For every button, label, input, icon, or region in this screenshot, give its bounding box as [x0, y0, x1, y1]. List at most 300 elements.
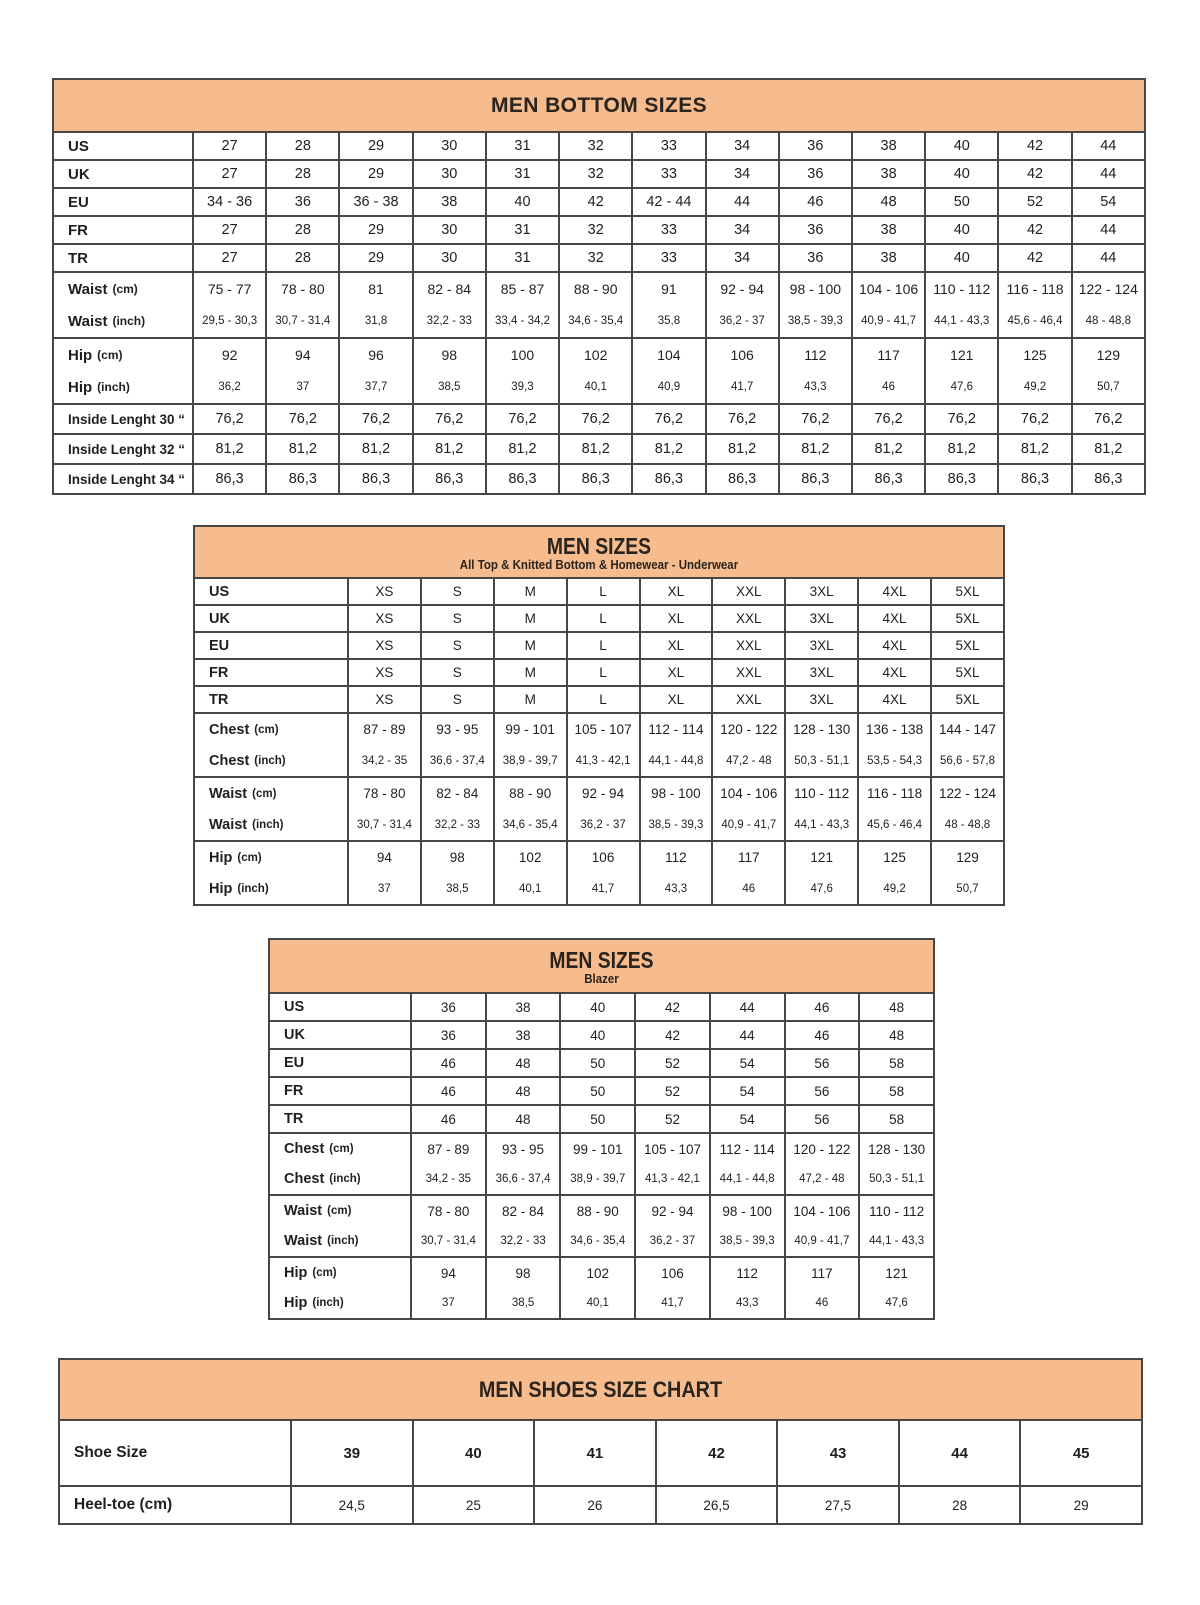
value-bottom: 47,6 — [885, 1297, 908, 1309]
value-top: 112 — [665, 850, 687, 865]
row-label-cell — [269, 1257, 411, 1319]
value-cell: 81,2 — [559, 434, 632, 464]
value-cell — [706, 338, 779, 404]
value-cell — [858, 841, 931, 905]
row-label-text: Waist — [284, 1203, 323, 1219]
value-cell: 40 — [925, 132, 998, 160]
row-label-cell: Inside Lenght 34 “ — [53, 464, 193, 494]
value-cell: L — [567, 578, 640, 605]
value-cell — [632, 338, 705, 404]
value-cell: 31 — [486, 160, 559, 188]
value-cell — [486, 338, 559, 404]
row-label — [195, 714, 347, 745]
value-cell: 38 — [413, 188, 486, 216]
value-bottom: 38,5 — [511, 1297, 535, 1309]
value-cell: 86,3 — [852, 464, 925, 494]
value-cell: 28 — [266, 244, 339, 272]
row-label-unit: (inch) — [327, 1235, 359, 1247]
value-top: 121 — [810, 850, 833, 865]
value-top: 98 — [449, 850, 465, 865]
value-bottom: 46 — [882, 381, 895, 393]
row-label-cell: Shoe Size — [59, 1420, 291, 1486]
table-row — [53, 338, 1145, 404]
value-cell: 58 — [859, 1049, 934, 1077]
value-cell: M — [494, 686, 567, 713]
row-label-text: Chest — [284, 1171, 325, 1187]
value-bottom: 34,6 - 35,4 — [502, 818, 558, 831]
table-row — [269, 1021, 934, 1049]
table-header — [269, 939, 934, 993]
value-cell: 36 — [779, 160, 852, 188]
value-bottom: 32,2 - 33 — [500, 1235, 546, 1247]
value-bottom: 38,5 - 39,3 — [648, 818, 704, 831]
value-cell: 30 — [413, 244, 486, 272]
value-bottom: 44,1 - 44,8 — [648, 754, 704, 767]
value-bottom: 41,7 — [661, 1297, 684, 1309]
value-top: 102 — [518, 850, 542, 865]
value-cell: 76,2 — [998, 404, 1071, 434]
value-cell: 28 — [266, 160, 339, 188]
value-cell: 39 — [291, 1420, 413, 1486]
table-title: MEN SHOES SIZE CHART — [478, 1376, 723, 1402]
value-cell — [706, 272, 779, 338]
value-top: 92 — [221, 347, 238, 363]
value-cell: 36 - 38 — [339, 188, 412, 216]
value-top: 92 - 94 — [720, 281, 764, 297]
value-cell: 29 — [339, 132, 412, 160]
value-cell: L — [567, 605, 640, 632]
value-cell: 52 — [998, 188, 1071, 216]
value-cell: 25 — [413, 1486, 535, 1524]
value-cell: 3XL — [785, 605, 858, 632]
value-bottom: 49,2 — [1023, 381, 1047, 393]
value-cell — [494, 713, 567, 777]
value-top: 110 - 112 — [869, 1203, 925, 1219]
value-cell: 26,5 — [656, 1486, 778, 1524]
table-row — [194, 578, 1004, 605]
row-label — [195, 842, 347, 873]
value-bottom: 44,1 - 43,3 — [794, 818, 850, 831]
value-bottom: 30,7 - 31,4 — [356, 818, 412, 831]
value-cell: 44 — [1072, 216, 1145, 244]
value-cell: 36 — [779, 132, 852, 160]
value-cell: M — [494, 578, 567, 605]
row-label-text: Waist — [284, 1233, 323, 1249]
row-label-cell: Inside Lenght 30 “ — [53, 404, 193, 434]
value-bottom: 38,5 — [446, 882, 469, 895]
value-top: 96 — [368, 347, 384, 363]
value-cell — [411, 1195, 486, 1257]
value-bottom: 40,9 - 41,7 — [861, 315, 917, 327]
value-bottom: 41,3 - 42,1 — [575, 754, 631, 767]
value-top: 129 — [956, 850, 979, 865]
value-cell: S — [421, 686, 494, 713]
row-label-unit: (inch) — [312, 1297, 344, 1309]
value-top: 105 - 107 — [574, 722, 632, 737]
value-bottom: 37 — [378, 882, 391, 895]
value-top: 128 - 130 — [793, 722, 851, 737]
table-header — [53, 79, 1145, 132]
value-cell: 32 — [559, 216, 632, 244]
value-cell: 52 — [635, 1049, 710, 1077]
value-cell — [925, 272, 998, 338]
value-top: 112 - 114 — [719, 1141, 775, 1157]
row-label-unit: (inch) — [329, 1173, 361, 1185]
table-row — [194, 713, 1004, 777]
row-label-text: Hip — [68, 378, 93, 396]
value-cell: 86,3 — [339, 464, 412, 494]
table-row — [59, 1486, 1142, 1524]
value-cell: XS — [348, 632, 421, 659]
row-label — [195, 745, 347, 776]
value-top: 98 - 100 — [722, 1203, 772, 1219]
value-cell: 44 — [710, 993, 785, 1021]
value-cell: 34 — [706, 160, 779, 188]
value-cell — [567, 841, 640, 905]
row-label-unit: (cm) — [237, 851, 262, 864]
value-cell: 76,2 — [925, 404, 998, 434]
row-label-text: Hip — [209, 849, 233, 866]
value-bottom: 50,3 - 51,1 — [794, 754, 850, 767]
value-cell: 76,2 — [339, 404, 412, 434]
value-top: 120 - 122 — [793, 1141, 851, 1157]
value-bottom: 30,7 - 31,4 — [275, 315, 331, 327]
value-top: 116 - 118 — [867, 786, 923, 801]
value-top: 144 - 147 — [938, 722, 997, 737]
value-cell — [640, 777, 713, 841]
value-cell: 42 — [998, 244, 1071, 272]
row-label — [270, 1164, 410, 1194]
value-cell — [339, 338, 412, 404]
value-cell — [785, 1195, 860, 1257]
value-bottom: 48 - 48,8 — [1085, 315, 1132, 327]
table-row — [53, 272, 1145, 338]
row-label-text: Hip — [284, 1265, 308, 1281]
value-bottom: 46 — [815, 1297, 829, 1309]
value-cell: 86,3 — [779, 464, 852, 494]
row-label — [195, 873, 347, 904]
value-top: 105 - 107 — [643, 1141, 701, 1157]
value-top: 94 — [295, 347, 311, 363]
value-top: 112 - 114 — [648, 722, 704, 737]
value-cell — [486, 272, 559, 338]
value-cell: 54 — [710, 1049, 785, 1077]
value-top: 117 — [877, 347, 900, 363]
value-cell: 32 — [559, 244, 632, 272]
value-top: 93 - 95 — [502, 1141, 545, 1157]
table-row — [269, 1049, 934, 1077]
value-cell: XL — [640, 632, 713, 659]
row-label-unit: (inch) — [237, 882, 269, 895]
value-cell — [193, 338, 266, 404]
value-cell — [339, 272, 412, 338]
value-top: 98 - 100 — [789, 281, 842, 297]
value-bottom: 34,6 - 35,4 — [568, 315, 624, 327]
value-cell: 5XL — [931, 605, 1004, 632]
row-label-unit: (cm) — [112, 282, 138, 296]
value-cell — [567, 713, 640, 777]
value-cell — [785, 777, 858, 841]
value-cell: 56 — [785, 1105, 860, 1133]
value-bottom: 40,9 - 41,7 — [794, 1235, 850, 1247]
value-top: 120 - 122 — [720, 722, 778, 737]
value-cell — [710, 1195, 785, 1257]
table-title: MEN BOTTOM SIZES — [490, 93, 708, 117]
value-cell: 4XL — [858, 659, 931, 686]
row-label-cell: Heel-toe (cm) — [59, 1486, 291, 1524]
table-row — [269, 993, 934, 1021]
value-cell: 48 — [486, 1077, 561, 1105]
value-top: 93 - 95 — [436, 722, 479, 737]
value-top: 87 - 89 — [363, 722, 406, 737]
table-row — [59, 1420, 1142, 1486]
value-cell: 38 — [486, 993, 561, 1021]
value-cell — [712, 777, 785, 841]
value-cell: 50 — [560, 1077, 635, 1105]
table-header — [194, 526, 1004, 578]
value-cell: 76,2 — [779, 404, 852, 434]
value-cell: S — [421, 659, 494, 686]
value-cell: 44 — [710, 1021, 785, 1049]
row-label-text: Waist — [68, 312, 108, 330]
value-cell: 86,3 — [266, 464, 339, 494]
row-label — [54, 273, 192, 305]
men-bottom-sizes-table — [52, 78, 1146, 495]
value-cell: 48 — [859, 993, 934, 1021]
table-row — [53, 160, 1145, 188]
value-cell: 86,3 — [413, 464, 486, 494]
value-top: 117 — [738, 850, 760, 865]
value-cell: 52 — [635, 1105, 710, 1133]
value-cell: 46 — [785, 993, 860, 1021]
value-cell: 40 — [413, 1420, 535, 1486]
value-cell — [411, 1133, 486, 1195]
value-top: 87 - 89 — [427, 1141, 470, 1157]
value-cell — [785, 1133, 860, 1195]
value-cell: 52 — [635, 1077, 710, 1105]
value-cell: 81,2 — [706, 434, 779, 464]
value-cell — [560, 1133, 635, 1195]
value-cell: 26 — [534, 1486, 656, 1524]
value-cell — [1072, 272, 1145, 338]
value-bottom: 45,6 - 46,4 — [1007, 315, 1063, 327]
value-cell: 40 — [486, 188, 559, 216]
value-cell: 4XL — [858, 578, 931, 605]
value-cell: 45 — [1020, 1420, 1142, 1486]
row-label — [54, 305, 192, 337]
value-bottom: 39,3 — [511, 381, 534, 393]
value-bottom: 34,6 - 35,4 — [570, 1235, 626, 1247]
row-label-unit: (cm) — [327, 1205, 352, 1217]
value-bottom: 35,8 — [657, 315, 681, 327]
row-label-cell — [194, 713, 348, 777]
value-cell: 29 — [1020, 1486, 1142, 1524]
row-label — [270, 1258, 410, 1288]
value-cell: 40 — [560, 993, 635, 1021]
value-cell: 38 — [852, 132, 925, 160]
table-title: MEN SIZES — [549, 946, 654, 973]
row-label-text: Hip — [209, 880, 233, 897]
value-cell: 34 — [706, 132, 779, 160]
value-bottom: 47,2 - 48 — [726, 754, 772, 767]
value-top: 78 - 80 — [363, 786, 406, 801]
value-top: 110 - 112 — [933, 281, 991, 297]
table-row — [269, 1195, 934, 1257]
value-top: 104 - 106 — [858, 281, 919, 297]
value-cell: 44 — [706, 188, 779, 216]
value-bottom: 43,3 — [735, 1297, 759, 1309]
value-cell: 36 — [266, 188, 339, 216]
value-cell — [852, 338, 925, 404]
row-label — [270, 1288, 410, 1318]
value-top: 102 — [586, 1265, 610, 1281]
value-bottom: 36,6 - 37,4 — [429, 754, 485, 767]
value-cell: 29 — [339, 216, 412, 244]
value-bottom: 36,6 - 37,4 — [495, 1173, 551, 1185]
value-cell: 44 — [1072, 244, 1145, 272]
row-label-cell: FR — [53, 216, 193, 244]
row-label — [54, 339, 192, 371]
value-cell: 5XL — [931, 578, 1004, 605]
row-label — [270, 1134, 410, 1164]
value-cell: S — [421, 578, 494, 605]
value-cell: 3XL — [785, 632, 858, 659]
value-cell: 50 — [925, 188, 998, 216]
value-cell: 86,3 — [706, 464, 779, 494]
value-cell: 40 — [560, 1021, 635, 1049]
value-cell: S — [421, 632, 494, 659]
row-label-text: Chest — [284, 1141, 325, 1157]
value-top: 104 - 106 — [720, 786, 778, 801]
value-cell — [266, 338, 339, 404]
value-cell — [635, 1133, 710, 1195]
table-subtitle: All Top & Knitted Bottom & Homewear - Underwear — [459, 557, 739, 572]
value-cell — [785, 1257, 860, 1319]
value-cell: 38 — [486, 1021, 561, 1049]
value-cell — [859, 1195, 934, 1257]
value-cell: 32 — [559, 160, 632, 188]
value-bottom: 41,7 — [730, 381, 754, 393]
value-cell: 44 — [899, 1420, 1021, 1486]
row-label-text: Hip — [284, 1295, 308, 1311]
men-shoes-size-table — [58, 1358, 1143, 1525]
value-bottom: 48 - 48,8 — [944, 818, 991, 831]
value-cell: 48 — [852, 188, 925, 216]
row-label-cell: US — [269, 993, 411, 1021]
value-cell: 86,3 — [632, 464, 705, 494]
value-cell: 58 — [859, 1077, 934, 1105]
value-cell: 27 — [193, 132, 266, 160]
value-top: 106 — [661, 1265, 684, 1281]
value-cell: 5XL — [931, 632, 1004, 659]
value-cell — [421, 713, 494, 777]
table-row — [53, 434, 1145, 464]
value-bottom: 41,3 - 42,1 — [644, 1173, 700, 1185]
value-cell: XXL — [712, 686, 785, 713]
value-cell: 40 — [925, 216, 998, 244]
value-cell: M — [494, 632, 567, 659]
value-cell: 43 — [777, 1420, 899, 1486]
value-bottom: 36,2 - 37 — [719, 315, 765, 327]
row-label-cell: TR — [53, 244, 193, 272]
row-label-cell: Inside Lenght 32 “ — [53, 434, 193, 464]
value-top: 102 — [584, 347, 608, 363]
value-bottom: 29,5 - 30,3 — [202, 315, 258, 327]
value-bottom: 53,5 - 54,3 — [867, 754, 923, 767]
value-cell — [411, 1257, 486, 1319]
value-cell — [567, 777, 640, 841]
value-cell: 86,3 — [486, 464, 559, 494]
value-cell: 46 — [779, 188, 852, 216]
value-cell — [931, 841, 1004, 905]
value-cell: 33 — [632, 216, 705, 244]
value-cell — [266, 272, 339, 338]
row-label-cell — [194, 777, 348, 841]
value-bottom: 33,4 - 34,2 — [494, 315, 550, 327]
value-cell: 46 — [411, 1049, 486, 1077]
value-cell — [998, 338, 1071, 404]
value-bottom: 40,1 — [584, 381, 607, 393]
value-cell — [421, 777, 494, 841]
value-cell: 50 — [560, 1105, 635, 1133]
value-cell: 3XL — [785, 578, 858, 605]
row-label-unit: (cm) — [97, 348, 123, 362]
value-bottom: 38,5 — [438, 381, 461, 393]
value-cell — [413, 338, 486, 404]
value-cell: 81,2 — [266, 434, 339, 464]
value-cell — [635, 1195, 710, 1257]
value-bottom: 43,3 — [804, 381, 827, 393]
value-bottom: 38,9 - 39,7 — [570, 1173, 626, 1185]
value-cell — [635, 1257, 710, 1319]
value-cell: 4XL — [858, 605, 931, 632]
value-top: 98 - 100 — [651, 786, 701, 801]
row-label — [270, 1196, 410, 1226]
value-top: 99 - 101 — [505, 722, 555, 737]
value-cell: 48 — [486, 1105, 561, 1133]
value-top: 125 — [883, 850, 906, 865]
row-label-cell — [53, 272, 193, 338]
value-cell — [494, 841, 567, 905]
value-top: 78 - 80 — [427, 1203, 470, 1219]
value-bottom: 40,1 — [518, 882, 542, 895]
value-cell: 86,3 — [925, 464, 998, 494]
value-top: 112 — [804, 347, 827, 363]
value-cell: 4XL — [858, 686, 931, 713]
row-label-text: Waist — [209, 816, 248, 833]
value-cell: 34 - 36 — [193, 188, 266, 216]
table-row — [269, 1133, 934, 1195]
value-top: 98 — [515, 1265, 531, 1281]
value-bottom: 43,3 — [664, 882, 688, 895]
table-row — [269, 1077, 934, 1105]
table-row — [53, 132, 1145, 160]
value-cell — [494, 777, 567, 841]
value-cell: 28 — [266, 216, 339, 244]
value-bottom: 44,1 - 44,8 — [719, 1173, 775, 1185]
value-cell: 5XL — [931, 659, 1004, 686]
value-cell — [421, 841, 494, 905]
table-row — [53, 216, 1145, 244]
value-cell: 36 — [779, 216, 852, 244]
row-label-unit: (inch) — [252, 818, 284, 831]
value-cell — [931, 713, 1004, 777]
value-bottom: 36,2 - 37 — [580, 818, 626, 831]
value-cell — [712, 713, 785, 777]
value-cell: XXL — [712, 659, 785, 686]
value-cell: XS — [348, 659, 421, 686]
value-cell — [931, 777, 1004, 841]
